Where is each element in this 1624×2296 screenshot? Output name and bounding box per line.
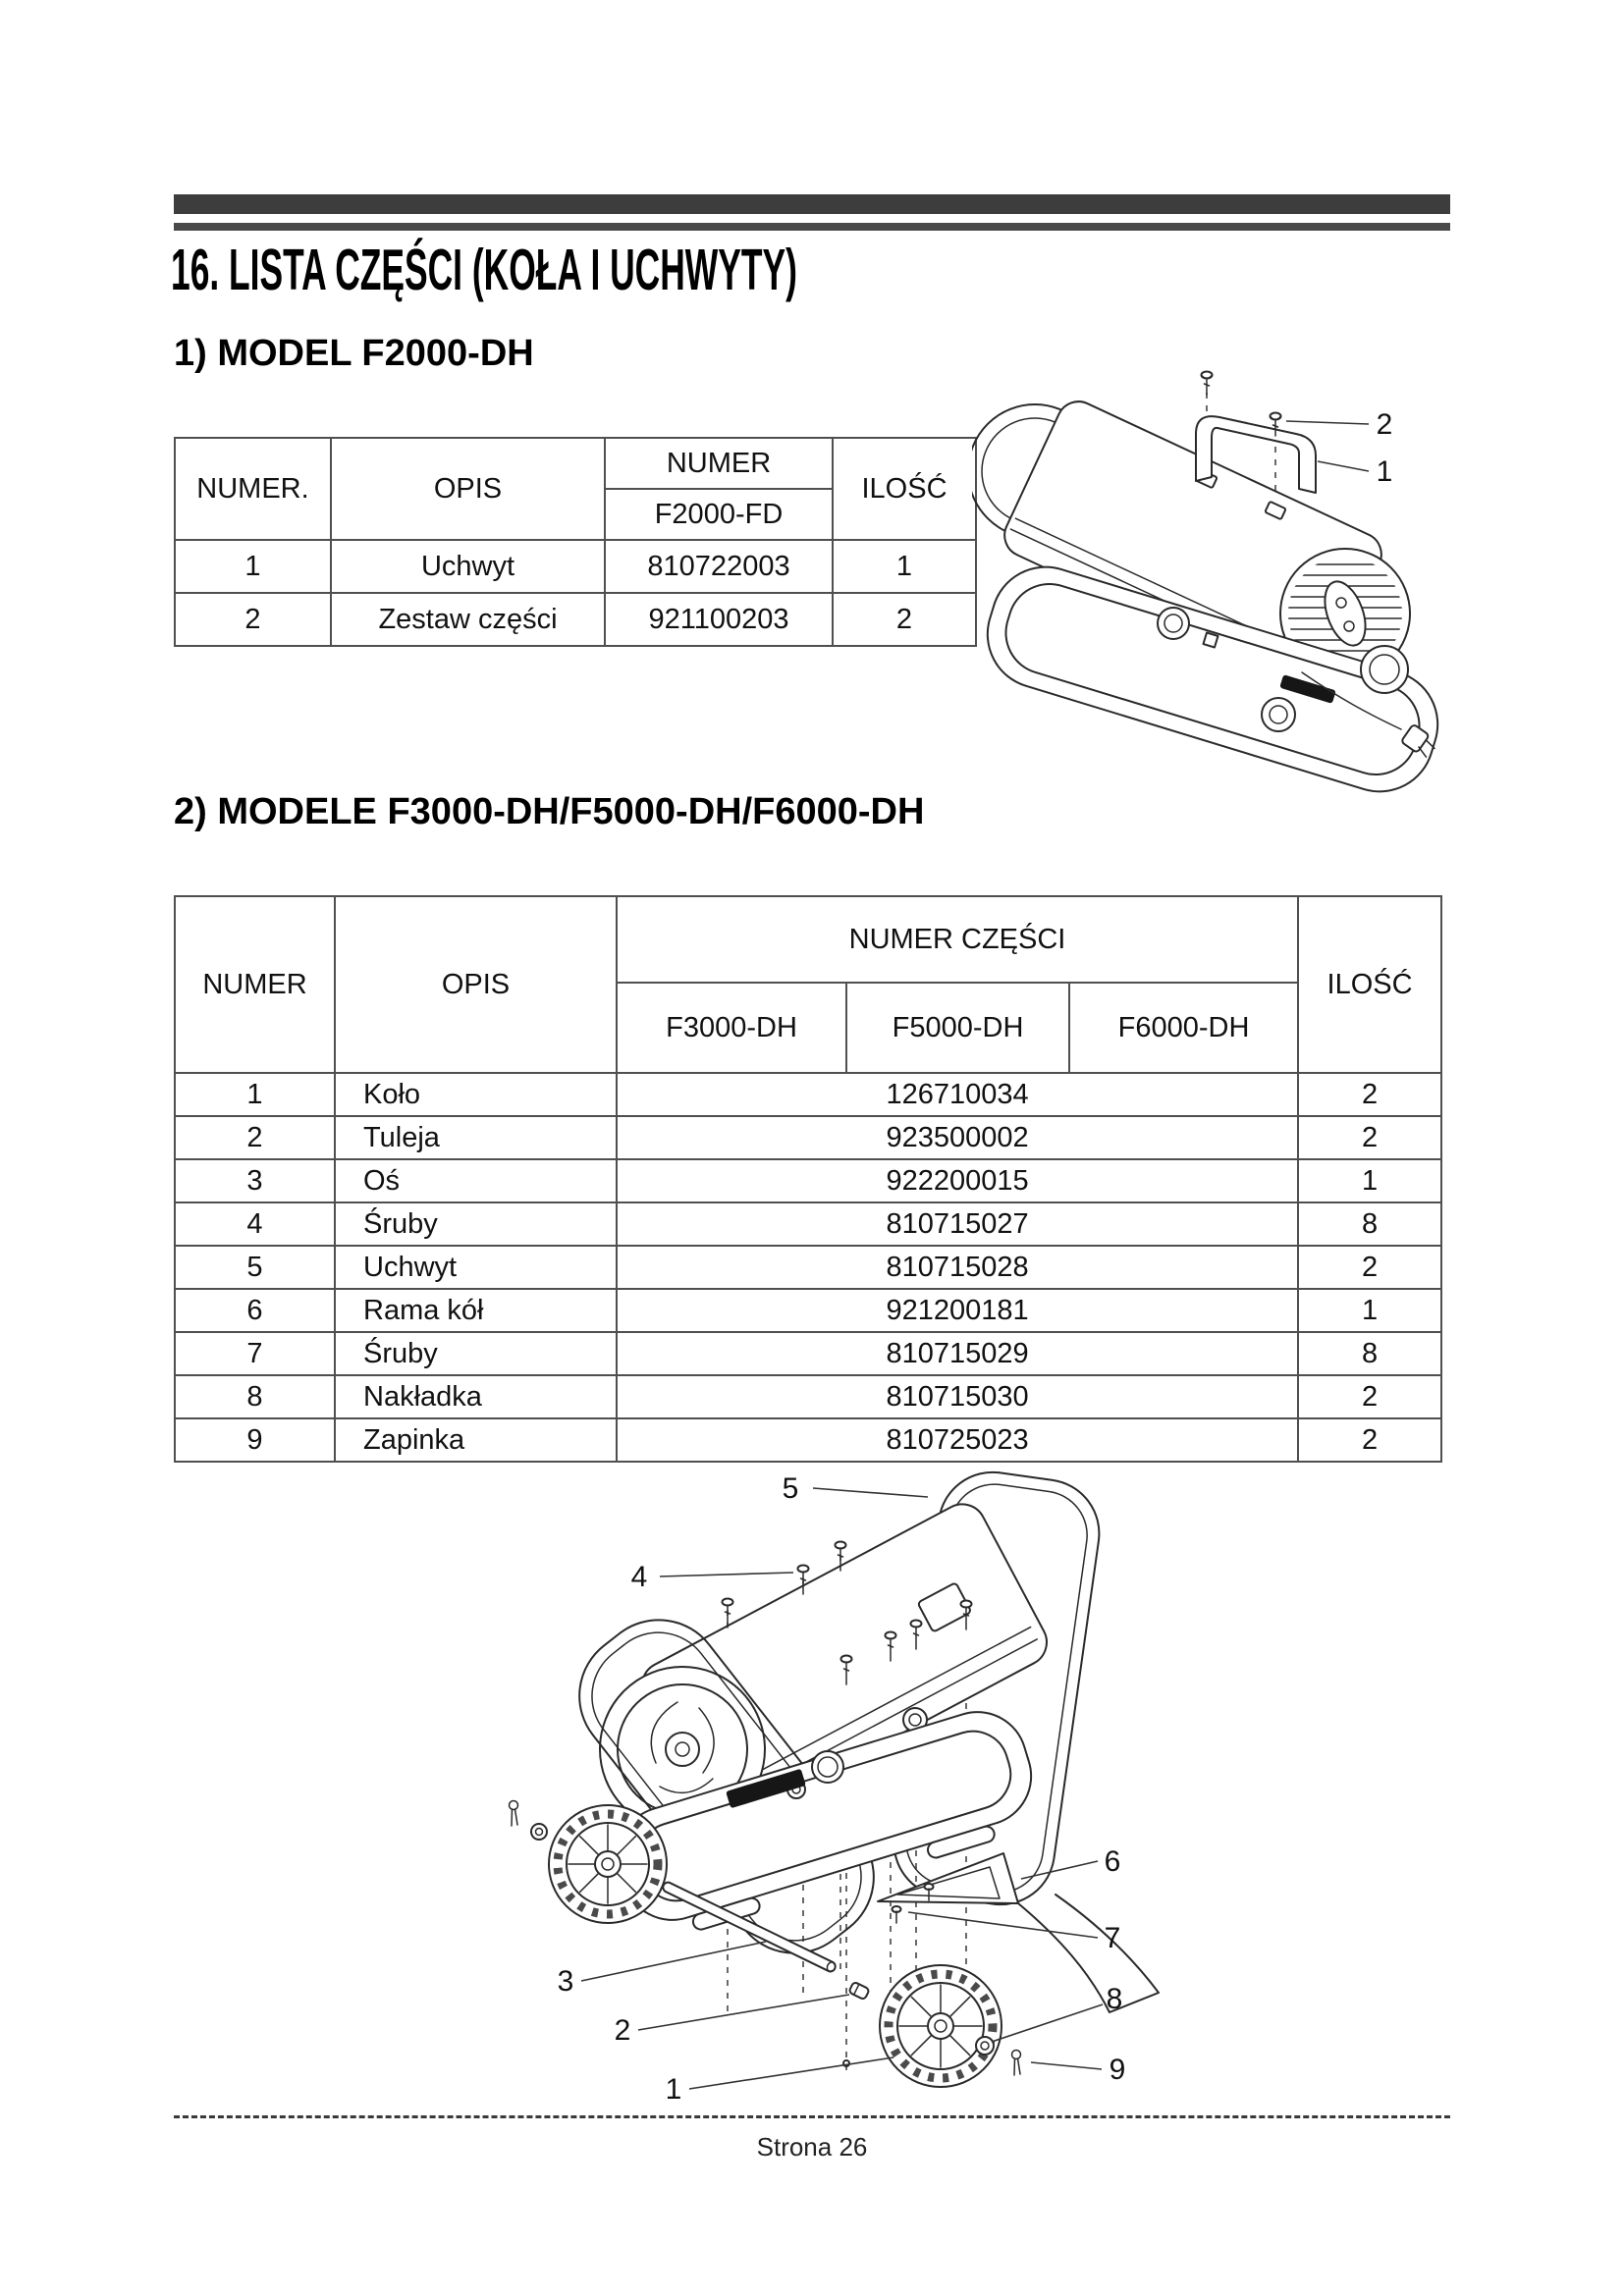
col-header-numer-group: NUMER [605,438,833,489]
callout-9: 9 [1109,2054,1126,2086]
callout-4: 4 [630,1561,648,1593]
cell-opis: Nakładka [335,1375,617,1418]
footer-divider [174,2115,1450,2118]
cell-ilosc: 8 [1298,1202,1441,1246]
wheel [549,1805,667,1923]
callout-8: 8 [1106,1983,1123,2015]
cell-part: 810715027 [617,1202,1298,1246]
cell-part: 923500002 [617,1116,1298,1159]
header-rule-thin [174,223,1450,231]
col-header-numer: NUMER. [175,438,331,540]
cell-part: 810715029 [617,1332,1298,1375]
cell-part: 921200181 [617,1289,1298,1332]
fuel-cap [812,1751,843,1783]
cell-numer: 1 [175,1073,335,1116]
cell-opis: Uchwyt [331,540,605,593]
cell-ilosc: 2 [1298,1418,1441,1462]
cell-opis: Śruby [335,1202,617,1246]
cell-numer: 2 [175,1116,335,1159]
col-header-model: F2000-FD [605,489,833,540]
section2-heading: 2) MODELE F3000-DH/F5000-DH/F6000-DH [174,791,925,832]
parts-table-f2000 [174,437,977,647]
leader-line [1318,461,1369,471]
table-row [175,1159,1441,1202]
cell-ilosc: 8 [1298,1332,1441,1375]
section1-heading: 1) MODEL F2000-DH [174,333,534,374]
table-row [175,1116,1441,1159]
page-number: Strona 26 [756,2132,868,2162]
table-row [175,1418,1441,1462]
callout-1: 1 [665,2073,682,2106]
cell-ilosc: 1 [1298,1289,1441,1332]
callout-7: 7 [1104,1922,1121,1954]
cell-numer: 5 [175,1246,335,1289]
callout-1: 1 [1376,455,1393,488]
col-header-numer: NUMER [175,896,335,1073]
cotter-pin-icon [510,1801,518,1827]
table-row [175,1246,1441,1289]
table-row [175,1375,1441,1418]
cell-part: 810715030 [617,1375,1298,1418]
cell-opis: Oś [335,1159,617,1202]
col-header-model-f5000: F5000-DH [846,983,1069,1073]
cell-ilosc: 2 [1298,1116,1441,1159]
callout-6: 6 [1104,1845,1121,1878]
cell-numer: 1 [175,540,331,593]
table-row [175,540,976,593]
cell-ilosc: 1 [833,540,976,593]
col-header-ilosc: ILOŚĆ [1298,896,1441,1073]
header-rule-thick [174,194,1450,214]
table-row [175,1289,1441,1332]
screw-icon [893,1906,901,1923]
table-row [175,593,976,646]
leader-line [1286,421,1369,424]
cell-numer: 4 [175,1202,335,1246]
parts-table-f3000-f6000 [174,895,1442,1463]
cell-part: 810725023 [617,1418,1298,1462]
callout-3: 3 [557,1965,574,1998]
cell-numer: 2 [175,593,331,646]
cell-opis: Zestaw części [331,593,605,646]
cell-opis: Uchwyt [335,1246,617,1289]
wheel-kit-exploded-diagram [275,1463,1532,2110]
cell-opis: Śruby [335,1332,617,1375]
cell-part: 126710034 [617,1073,1298,1116]
cell-part: 922200015 [617,1159,1298,1202]
cell-ilosc: 1 [1298,1159,1441,1202]
cell-numer: 6 [175,1289,335,1332]
round-foot [1262,698,1295,731]
cell-ilosc: 2 [1298,1375,1441,1418]
table-row [175,1202,1441,1246]
switch-hole [1204,633,1218,648]
callout-2: 2 [614,2014,631,2047]
fuel-cap [1361,646,1408,693]
table-row [175,1332,1441,1375]
cell-numer: 9 [175,1418,335,1462]
cell-ilosc: 2 [1298,1246,1441,1289]
cell-opis: Tuleja [335,1116,617,1159]
cell-opis: Rama kół [335,1289,617,1332]
col-header-model-f3000: F3000-DH [617,983,846,1073]
cell-numer: 3 [175,1159,335,1202]
cell-part: 810722003 [605,540,833,593]
col-header-opis: OPIS [335,896,617,1073]
callout-5: 5 [782,1472,799,1505]
screw-icon [1202,372,1213,396]
table-row [175,1073,1441,1116]
f2000-exploded-diagram [972,324,1532,795]
cell-numer: 7 [175,1332,335,1375]
cell-part: 810715028 [617,1246,1298,1289]
cell-part: 921100203 [605,593,833,646]
control-knob [1158,608,1189,639]
cell-ilosc: 2 [1298,1073,1441,1116]
col-header-model-f6000: F6000-DH [1069,983,1298,1073]
col-header-ilosc: ILOŚĆ [833,438,976,540]
cell-opis: Koło [335,1073,617,1116]
callout-2: 2 [1376,408,1393,441]
cell-ilosc: 2 [833,593,976,646]
bushing [848,1982,869,2001]
col-header-opis: OPIS [331,438,605,540]
cell-opis: Zapinka [335,1418,617,1462]
col-header-part-group: NUMER CZĘŚCI [617,896,1298,983]
wheel [880,1965,1001,2087]
cell-numer: 8 [175,1375,335,1418]
cotter-pin-icon [1012,2051,1021,2076]
page-title: 16. LISTA CZĘŚCI (KOŁA I UCHWYTY) [171,238,797,302]
